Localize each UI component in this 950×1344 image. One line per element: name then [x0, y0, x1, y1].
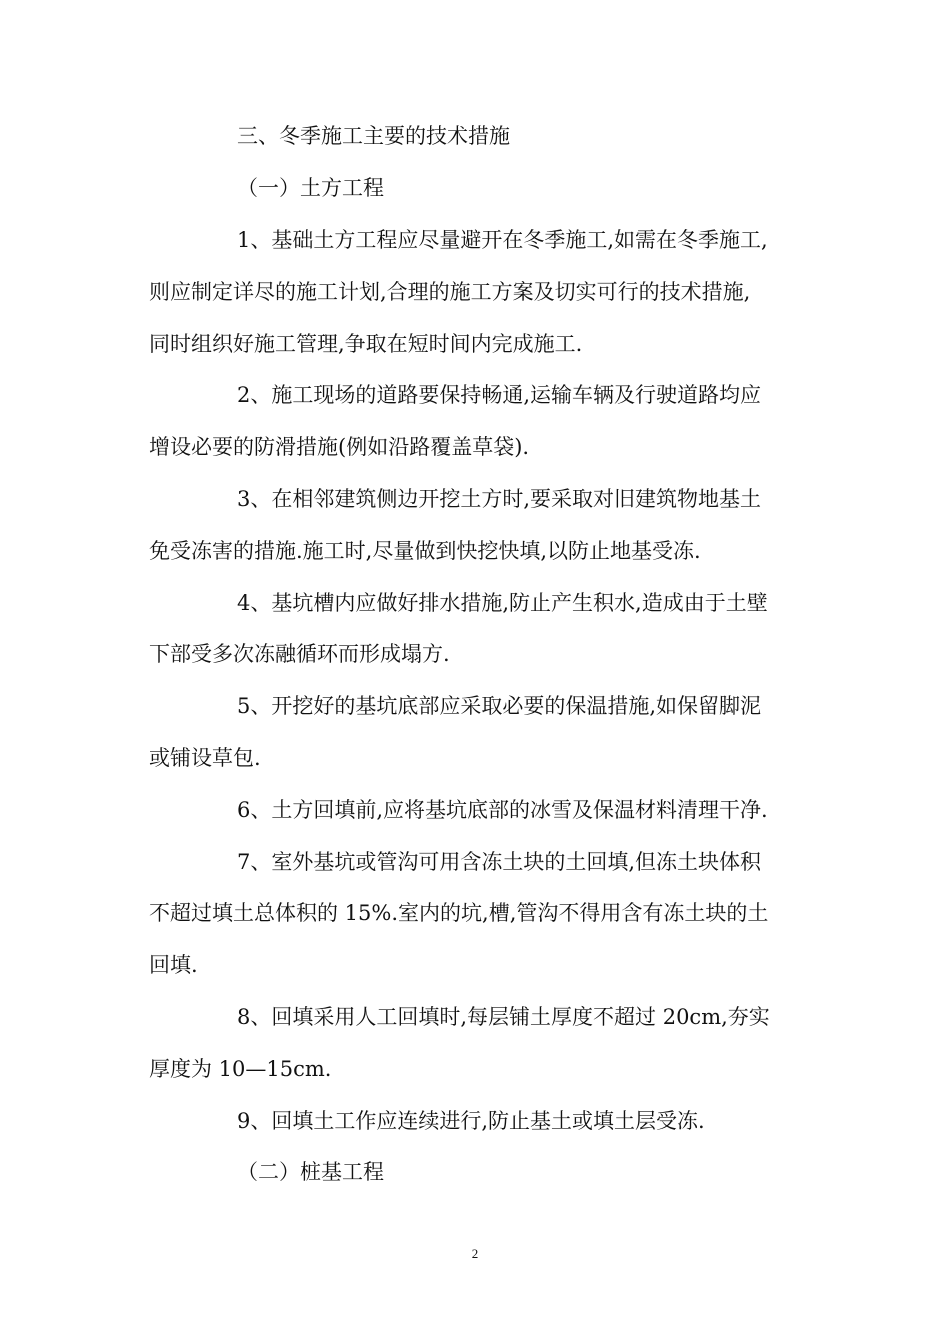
paragraph-line: 同时组织好施工管理,争取在短时间内完成施工.: [149, 332, 583, 356]
page-number: 2: [471, 1246, 479, 1261]
paragraph-line: 6、土方回填前,应将基坑底部的冰雪及保温材料清理干净.: [237, 798, 768, 822]
paragraph-line: 不超过填土总体积的 15%.室内的坑,槽,管沟不得用含有冻土块的土: [149, 901, 769, 925]
paragraph-line: 2、施工现场的道路要保持畅通,运输车辆及行驶道路均应: [237, 383, 762, 407]
paragraph-line: 5、开挖好的基坑底部应采取必要的保温措施,如保留脚泥: [237, 694, 762, 718]
subsection-heading: （一）土方工程: [237, 176, 384, 200]
paragraph-line: 下部受多次冻融循环而形成塌方.: [149, 642, 450, 666]
paragraph-line: 7、室外基坑或管沟可用含冻土块的土回填,但冻土块体积: [237, 850, 762, 874]
paragraph-line: 则应制定详尽的施工计划,合理的施工方案及切实可行的技术措施,: [149, 280, 751, 304]
paragraph-line: 免受冻害的措施.施工时,尽量做到快挖快填,以防止地基受冻.: [149, 539, 701, 563]
paragraph-line: 3、在相邻建筑侧边开挖土方时,要采取对旧建筑物地基土: [237, 487, 762, 511]
paragraph-line: 或铺设草包.: [149, 746, 261, 770]
paragraph-line: 1、基础土方工程应尽量避开在冬季施工,如需在冬季施工,: [237, 228, 768, 252]
subsection-heading: （二）桩基工程: [237, 1160, 384, 1184]
paragraph-line: 8、回填采用人工回填时,每层铺土厚度不超过 20cm,夯实: [237, 1005, 770, 1029]
section-heading: 三、冬季施工主要的技术措施: [237, 124, 510, 148]
paragraph-line: 增设必要的防滑措施(例如沿路覆盖草袋).: [149, 435, 530, 459]
paragraph-line: 回填.: [149, 953, 198, 977]
paragraph-line: 厚度为 10—15cm.: [149, 1057, 332, 1081]
paragraph-line: 4、基坑槽内应做好排水措施,防止产生积水,造成由于土壁: [237, 591, 768, 615]
paragraph-line: 9、回填土工作应连续进行,防止基土或填土层受冻.: [237, 1109, 705, 1133]
